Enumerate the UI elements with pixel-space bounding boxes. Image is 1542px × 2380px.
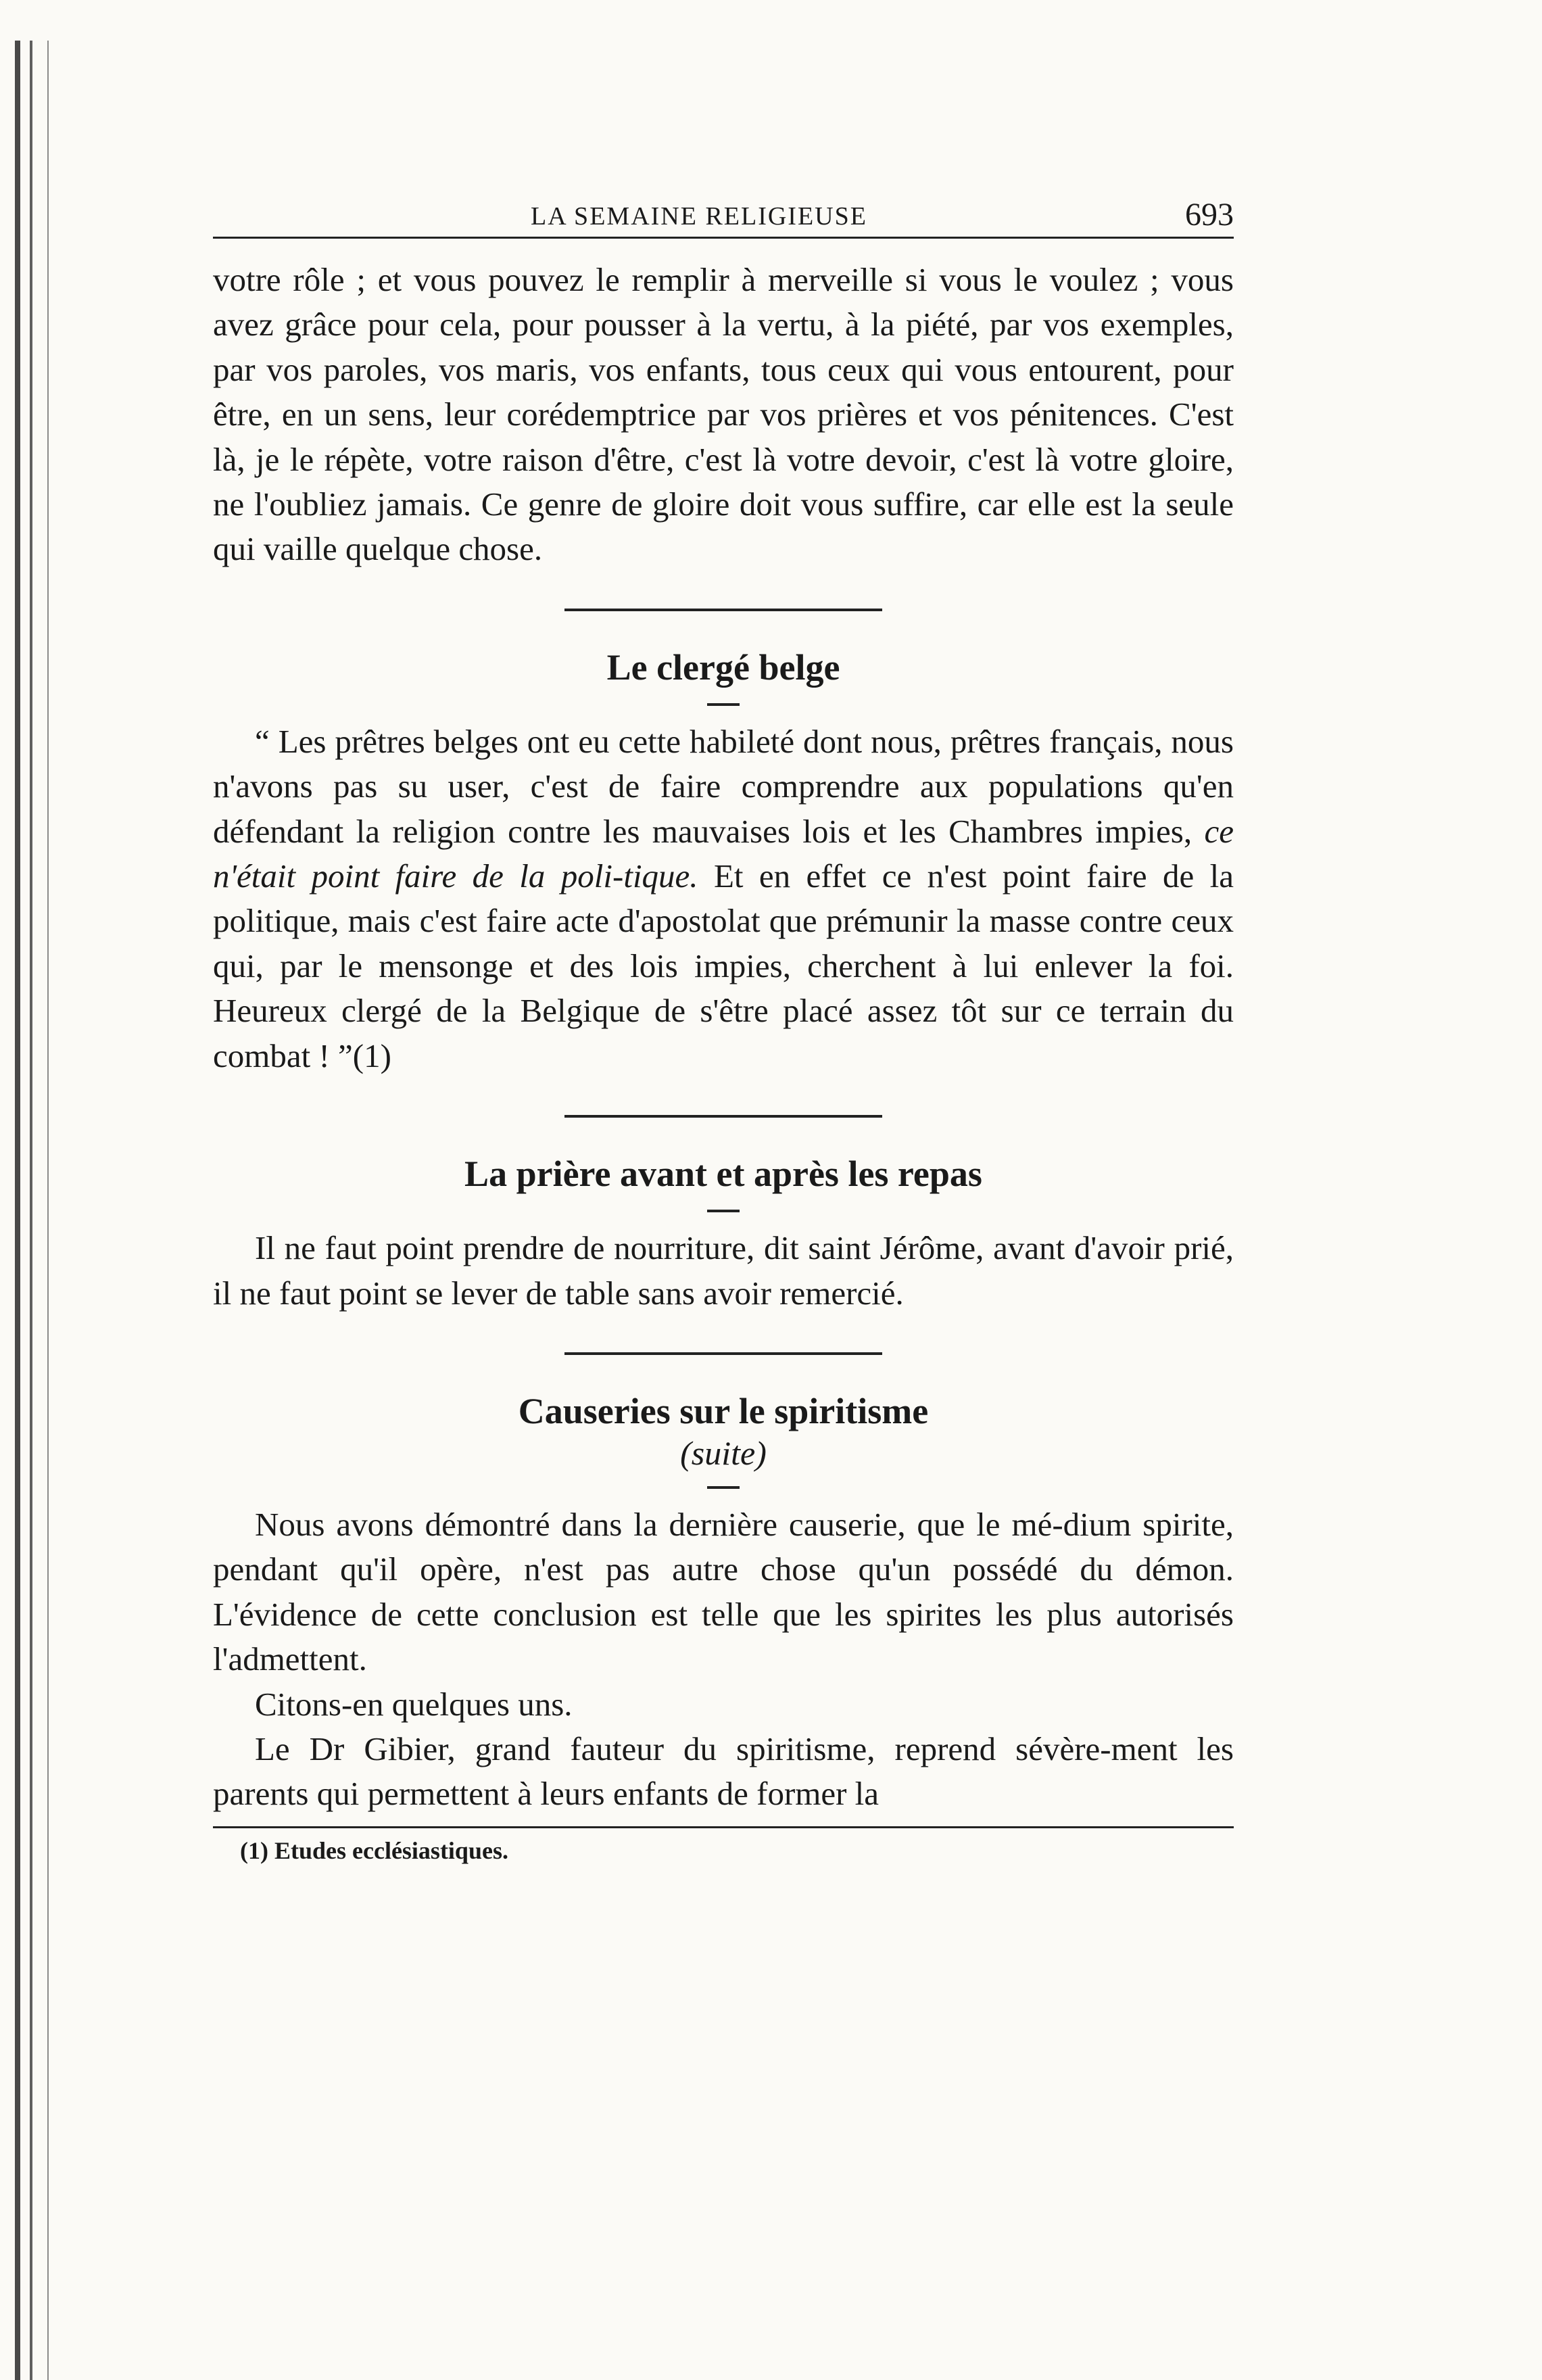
priere-paragraph: Il ne faut point prendre de nourriture, dit saint Jérôme, avant d'avoir prié, il ne faut point se lever de table sans avoir remercié. bbox=[213, 1229, 1234, 1312]
spiritisme-paragraph-3: Le Dr Gibier, grand fauteur du spiritisme, reprend sévère-ment les parents qui permettent à leurs enfants de former la bbox=[213, 1730, 1234, 1813]
section-title-clerge-belge: Le clergé belge bbox=[606, 646, 840, 688]
title-dash bbox=[707, 1210, 740, 1212]
clerge-belge-paragraph bbox=[213, 719, 1234, 1078]
section-title-spiritisme: Causeries sur le spiritisme bbox=[518, 1390, 929, 1431]
spiritisme-paragraph-1: Nous avons démontré dans la dernière causerie, que le mé-dium spirite, pendant qu'il opère, n'est pas autre chose qu'un possédé du démon. L'évidence de cette conclusion est telle que les spirites les plus autorisés l'admettent. bbox=[213, 1505, 1234, 1678]
intro-paragraph: votre rôle ; et vous pouvez le remplir à merveille si vous le voulez ; vous avez grâce pour cela, pour pousser à la vertu, à la piété, par vos exemples, par vos paroles, vos maris, vos enfants, tous ceux qui vous entourent, pour être, en un sens, leur corédemptrice par vos prières et vos pénitences. C'est là, je le répète, votre raison d'être, c'est là votre devoir, c'est là votre gloire, ne l'oubliez jamais. Ce genre de gloire doit vous suffire, car elle est la seule qui vaille quelque chose. bbox=[213, 261, 1234, 568]
book-binding-edge bbox=[0, 41, 61, 2380]
clerge-text-italic: ce n'était point faire de la poli-tique. bbox=[213, 812, 1234, 895]
page-number: 693 bbox=[1185, 197, 1234, 233]
footnote: (1) Etudes ecclésiastiques. bbox=[240, 1836, 508, 1864]
section-title-priere: La prière avant et après les repas bbox=[464, 1153, 982, 1195]
clerge-text-part2: Et en effet ce n'est point faire de la politique, mais c'est faire acte d'apostolat que prémunir la masse contre ceux qui, par le mensonge et des lois impies, cherchent à lui enlever la foi. Heureux clergé de la Belgique de s'être placé assez tôt sur ce terrain du combat ! ”(1) bbox=[213, 857, 1234, 1074]
section-divider bbox=[564, 1352, 882, 1355]
page bbox=[213, 183, 1234, 1865]
section-divider bbox=[564, 1115, 882, 1118]
page-header bbox=[213, 183, 1234, 239]
running-title: LA SEMAINE RELIGIEUSE bbox=[531, 202, 867, 231]
section-divider bbox=[564, 609, 882, 611]
spiritisme-paragraph-2: Citons-en quelques uns. bbox=[255, 1685, 573, 1723]
footnote-rule bbox=[213, 1826, 1234, 1828]
title-dash bbox=[707, 1486, 740, 1489]
title-dash bbox=[707, 703, 740, 706]
clerge-text-part1: “ Les prêtres belges ont eu cette habileté dont nous, prêtres français, nous n'avons pas su user, c'est de faire comprendre aux populations qu'en défendant la religion contre les mauvaises lois et les Chambres impies, bbox=[213, 722, 1234, 850]
section-subtitle-suite: (suite) bbox=[680, 1433, 767, 1472]
